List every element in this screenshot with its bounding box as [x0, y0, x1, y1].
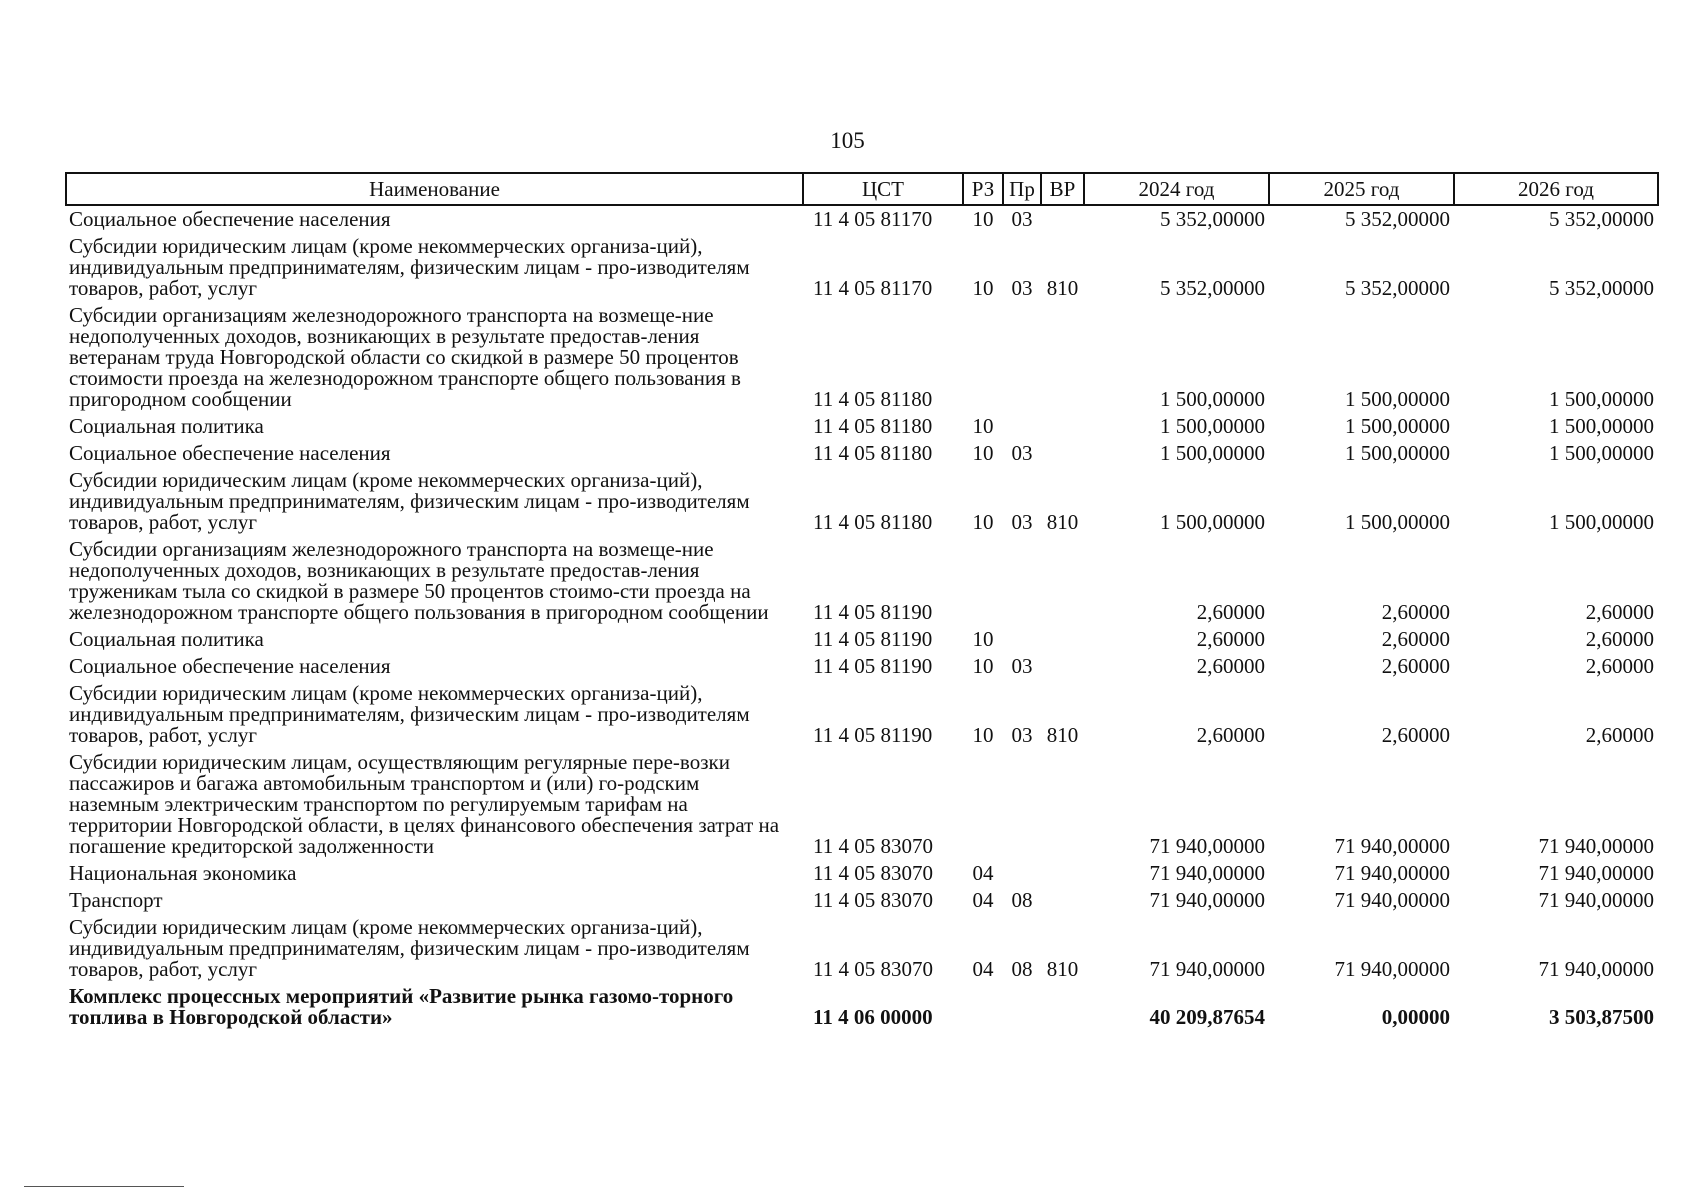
cell-2024: 71 940,00000: [1149, 861, 1265, 885]
header-pr: Пр: [1003, 173, 1041, 205]
cell-pr: [1003, 626, 1041, 653]
cell-pr: 03: [1011, 510, 1033, 534]
cell-2024: 71 940,00000: [1149, 834, 1265, 858]
cell-vr: [1041, 653, 1084, 680]
cell-2024: 40 209,87654: [1149, 1005, 1265, 1029]
cell-2026: 71 940,00000: [1538, 834, 1654, 858]
cell-2026: 5 352,00000: [1549, 207, 1654, 231]
cell-vr: [1041, 440, 1084, 467]
cell-2026: 1 500,00000: [1549, 441, 1654, 465]
cell-cst: 11 4 05 81190: [813, 627, 933, 651]
cell-vr: [1041, 749, 1084, 860]
cell-rz: 04: [972, 888, 994, 912]
cell-2025: 71 940,00000: [1334, 888, 1450, 912]
cell-vr: 810: [1046, 723, 1079, 747]
cell-cst: 11 4 05 81180: [813, 414, 933, 438]
cell-2026: 2,60000: [1585, 654, 1654, 678]
cell-rz: 10: [972, 207, 994, 231]
cell-name: Транспорт: [69, 888, 163, 912]
table-row: [66, 413, 1658, 440]
table-row: [66, 887, 1658, 914]
table-row: [66, 626, 1658, 653]
cell-cst: 11 4 05 81180: [813, 510, 933, 534]
budget-table: [65, 172, 1659, 1031]
cell-2024: 2,60000: [1196, 654, 1265, 678]
cell-name: Субсидии юридическим лицам (кроме некоммерческих организа-ций), индивидуальным предпринимателям, физическим лицам - про-изводителям товаров, работ, услуг: [69, 915, 750, 981]
table-row: [66, 653, 1658, 680]
table-row: [66, 749, 1658, 860]
cell-pr: [1003, 413, 1041, 440]
cell-pr: [1003, 536, 1041, 626]
cell-cst: 11 4 05 81190: [813, 600, 933, 624]
cell-cst: 11 4 05 83070: [813, 957, 933, 981]
header-2025: 2025 год: [1269, 173, 1454, 205]
cell-cst: 11 4 05 81170: [813, 207, 933, 231]
cell-2026: 71 940,00000: [1538, 957, 1654, 981]
cell-2024: 5 352,00000: [1160, 276, 1265, 300]
cell-2024: 1 500,00000: [1160, 387, 1265, 411]
cell-pr: [1003, 302, 1041, 413]
cell-pr: 03: [1011, 654, 1033, 678]
cell-2026: 1 500,00000: [1549, 510, 1654, 534]
cell-name: Субсидии юридическим лицам (кроме некоммерческих организа-ций), индивидуальным предпринимателям, физическим лицам - про-изводителям товаров, работ, услуг: [69, 681, 750, 747]
cell-name: Социальная политика: [69, 414, 264, 438]
cell-pr: 03: [1011, 207, 1033, 231]
cell-pr: 08: [1011, 888, 1033, 912]
cell-2025: 1 500,00000: [1345, 414, 1450, 438]
header-vr: ВР: [1041, 173, 1084, 205]
header-cst: ЦСТ: [803, 173, 963, 205]
table-body: [66, 205, 1658, 1031]
cell-vr: [1041, 887, 1084, 914]
cell-vr: [1041, 302, 1084, 413]
table-row: [66, 233, 1658, 302]
cell-2025: 2,60000: [1381, 600, 1450, 624]
cell-2025: 1 500,00000: [1345, 510, 1450, 534]
cell-name: Социальное обеспечение населения: [69, 654, 391, 678]
cell-2026: 71 940,00000: [1538, 861, 1654, 885]
cell-rz: 10: [972, 414, 994, 438]
cell-cst: 11 4 05 83070: [813, 861, 933, 885]
cell-2026: 1 500,00000: [1549, 414, 1654, 438]
cell-rz: 04: [972, 861, 994, 885]
cell-rz: 10: [972, 510, 994, 534]
cell-2025: 0,00000: [1381, 1005, 1450, 1029]
cell-2026: 2,60000: [1585, 627, 1654, 651]
cell-name: Национальная экономика: [69, 861, 297, 885]
cell-pr: [1003, 749, 1041, 860]
cell-vr: [1041, 205, 1084, 233]
page-number: 105: [830, 128, 865, 153]
cell-2026: 3 503,87500: [1549, 1005, 1654, 1029]
cell-2026: 5 352,00000: [1549, 276, 1654, 300]
table-row: [66, 680, 1658, 749]
cell-cst: 11 4 05 81170: [813, 276, 933, 300]
cell-2024: 1 500,00000: [1160, 510, 1265, 534]
cell-cst: 11 4 05 81180: [813, 387, 933, 411]
cell-pr: 03: [1011, 276, 1033, 300]
cell-cst: 11 4 05 81190: [813, 723, 933, 747]
cell-2025: 71 940,00000: [1334, 957, 1450, 981]
cell-2026: 2,60000: [1585, 723, 1654, 747]
footer-divider: [24, 1186, 184, 1187]
cell-2025: 1 500,00000: [1345, 387, 1450, 411]
cell-vr: [1041, 413, 1084, 440]
cell-vr: [1041, 983, 1084, 1031]
cell-2026: 71 940,00000: [1538, 888, 1654, 912]
cell-vr: [1041, 626, 1084, 653]
header-2026: 2026 год: [1454, 173, 1658, 205]
cell-2026: 1 500,00000: [1549, 387, 1654, 411]
cell-rz: [963, 302, 1003, 413]
cell-name: Субсидии организациям железнодорожного транспорта на возмеще-ние недополученных доходов, возникающих в результате предостав-ления ветеранам труда Новгородской области со скидкой в размере 50 процентов стоимости проезда на железнодорожном транспорте общего пользования в пригородном сообщении: [69, 303, 741, 411]
cell-rz: 04: [972, 957, 994, 981]
cell-name: Субсидии юридическим лицам (кроме некоммерческих организа-ций), индивидуальным предпринимателям, физическим лицам - про-изводителям товаров, работ, услуг: [69, 468, 750, 534]
table-row: [66, 983, 1658, 1031]
cell-vr: [1041, 536, 1084, 626]
cell-rz: 10: [972, 276, 994, 300]
cell-cst: 11 4 05 83070: [813, 888, 933, 912]
cell-pr: [1003, 983, 1041, 1031]
cell-2024: 1 500,00000: [1160, 441, 1265, 465]
cell-pr: 03: [1011, 723, 1033, 747]
table-row: [66, 302, 1658, 413]
cell-vr: 810: [1046, 510, 1079, 534]
cell-cst: 11 4 06 00000: [813, 1005, 933, 1029]
cell-2026: 2,60000: [1585, 600, 1654, 624]
cell-name: Субсидии юридическим лицам (кроме некоммерческих организа-ций), индивидуальным предпринимателям, физическим лицам - про-изводителям товаров, работ, услуг: [69, 234, 750, 300]
cell-name: Социальное обеспечение населения: [69, 207, 391, 231]
cell-name: Субсидии юридическим лицам, осуществляющим регулярные пере-возки пассажиров и багажа автомобильным транспортом и (или) го-родским наземным электрическим транспортом по регулируемым тарифам на территории Новгородской области, в целях финансового обеспечения затрат на погашение кредиторской задолженности: [69, 750, 780, 858]
table-row: [66, 467, 1658, 536]
cell-2024: 1 500,00000: [1160, 414, 1265, 438]
cell-2025: 2,60000: [1381, 723, 1450, 747]
header-name: Наименование: [66, 173, 803, 205]
table-row: [66, 914, 1658, 983]
cell-2025: 5 352,00000: [1345, 276, 1450, 300]
cell-name: Комплекс процессных мероприятий «Развитие рынка газомо-торного топлива в Новгородской области»: [69, 984, 734, 1029]
header-2024: 2024 год: [1084, 173, 1269, 205]
cell-rz: [963, 983, 1003, 1031]
cell-2024: 5 352,00000: [1160, 207, 1265, 231]
cell-2025: 2,60000: [1381, 654, 1450, 678]
cell-2025: 2,60000: [1381, 627, 1450, 651]
cell-name: Социальная политика: [69, 627, 264, 651]
cell-2024: 2,60000: [1196, 627, 1265, 651]
cell-name: Социальное обеспечение населения: [69, 441, 391, 465]
cell-2024: 2,60000: [1196, 723, 1265, 747]
table-row: [66, 440, 1658, 467]
header-rz: РЗ: [963, 173, 1003, 205]
cell-cst: 11 4 05 81190: [813, 654, 933, 678]
cell-cst: 11 4 05 81180: [813, 441, 933, 465]
cell-name: Субсидии организациям железнодорожного транспорта на возмеще-ние недополученных доходов, возникающих в результате предостав-ления труженикам тыла со скидкой в размере 50 процентов стоимо-сти проезда на железнодорожном транспорте общего пользования в пригородном сообщении: [69, 537, 769, 624]
cell-pr: 03: [1011, 441, 1033, 465]
cell-2024: 71 940,00000: [1149, 957, 1265, 981]
cell-rz: 10: [972, 654, 994, 678]
table-header-row: [66, 173, 1658, 205]
cell-cst: 11 4 05 83070: [813, 834, 933, 858]
cell-rz: 10: [972, 627, 994, 651]
cell-vr: [1041, 860, 1084, 887]
table-row: [66, 205, 1658, 233]
cell-rz: 10: [972, 723, 994, 747]
cell-pr: [1003, 860, 1041, 887]
cell-vr: 810: [1046, 957, 1079, 981]
cell-2024: 2,60000: [1196, 600, 1265, 624]
cell-rz: [963, 749, 1003, 860]
cell-pr: 08: [1011, 957, 1033, 981]
cell-2025: 71 940,00000: [1334, 834, 1450, 858]
cell-2025: 1 500,00000: [1345, 441, 1450, 465]
table-row: [66, 860, 1658, 887]
table-row: [66, 536, 1658, 626]
cell-rz: [963, 536, 1003, 626]
cell-rz: 10: [972, 441, 994, 465]
cell-2025: 71 940,00000: [1334, 861, 1450, 885]
cell-2024: 71 940,00000: [1149, 888, 1265, 912]
cell-vr: 810: [1046, 276, 1079, 300]
cell-2025: 5 352,00000: [1345, 207, 1450, 231]
